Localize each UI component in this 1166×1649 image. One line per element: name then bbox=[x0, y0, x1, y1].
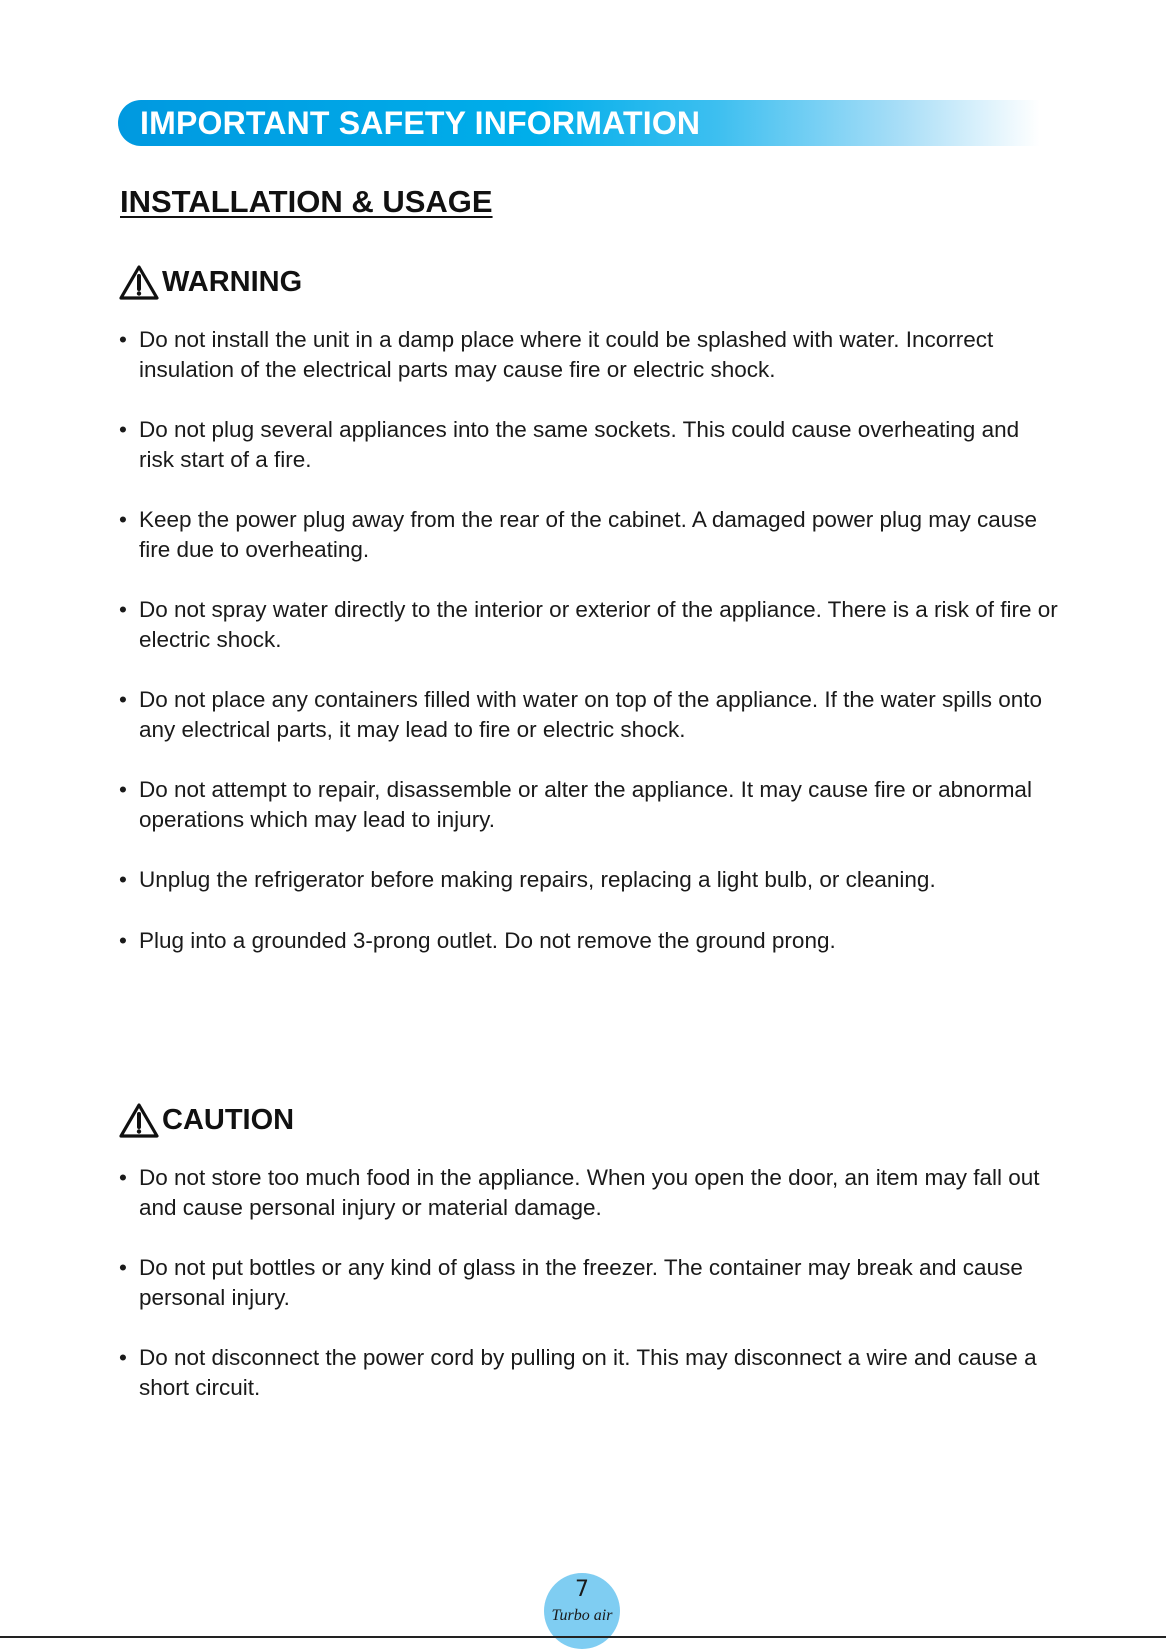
bullet-dot: • bbox=[119, 777, 127, 802]
bullet-dot: • bbox=[119, 417, 127, 442]
header-banner bbox=[118, 100, 1040, 146]
bullet-dot: • bbox=[119, 597, 127, 622]
bullet-dot: • bbox=[119, 927, 127, 953]
warning-item: • Do not place any containers filled with water on top of the appliance. If the water spills onto any electrical parts, it may lead to fire or electric shock. bbox=[119, 685, 1059, 744]
bullet-dot: • bbox=[119, 1165, 127, 1190]
bullet-dot: • bbox=[119, 687, 127, 712]
bullet-dot: • bbox=[119, 327, 127, 352]
bullet-dot: • bbox=[119, 1255, 127, 1280]
banner-title: IMPORTANT SAFETY INFORMATION bbox=[140, 105, 701, 141]
warning-item: • Do not attempt to repair, disassemble or alter the appliance. It may cause fire or abnormal operations which may lead to injury. bbox=[119, 775, 1059, 834]
warning-item: • Do not spray water directly to the interior or exterior of the appliance. There is a risk of fire or electric shock. bbox=[119, 595, 1059, 654]
bullet-dot: • bbox=[119, 867, 127, 892]
warning-item: • Plug into a grounded 3-prong outlet. Do not remove the ground prong. bbox=[119, 926, 1059, 956]
warning-item: • Keep the power plug away from the rear of the cabinet. A damaged power plug may cause fire due to overheating. bbox=[119, 505, 1059, 564]
bullet-dot: • bbox=[119, 1345, 127, 1370]
caution-heading bbox=[118, 1100, 294, 1140]
warning-heading bbox=[118, 262, 302, 302]
warning-list bbox=[119, 325, 1059, 986]
caution-list bbox=[119, 1163, 1059, 1433]
warning-item: • Unplug the refrigerator before making repairs, replacing a light bulb, or cleaning. bbox=[119, 865, 1059, 895]
section-title: INSTALLATION & USAGE bbox=[120, 184, 493, 219]
warning-triangle-icon bbox=[118, 264, 160, 301]
caution-item: • Do not store too much food in the appliance. When you open the door, an item may fall out and cause personal injury or material damage. bbox=[119, 1163, 1059, 1222]
caution-label: CAUTION bbox=[162, 1103, 295, 1136]
caution-item: • Do not disconnect the power cord by pulling on it. This may disconnect a wire and cause a short circuit. bbox=[119, 1343, 1059, 1402]
bullet-dot: • bbox=[119, 507, 127, 532]
warning-item: • Do not install the unit in a damp place where it could be splashed with water. Incorrect insulation of the electrical parts may cause fire or electric shock. bbox=[119, 325, 1059, 384]
caution-item: • Do not put bottles or any kind of glass in the freezer. The container may break and cause personal injury. bbox=[119, 1253, 1059, 1312]
bottom-rule bbox=[0, 1636, 1166, 1638]
warning-label: WARNING bbox=[162, 265, 303, 298]
page-number: 7 bbox=[575, 1577, 589, 1602]
warning-triangle-icon bbox=[118, 1102, 160, 1139]
brand-name: Turbo air bbox=[551, 1607, 613, 1624]
warning-item: • Do not plug several appliances into the same sockets. This could cause overheating and risk start of a fire. bbox=[119, 415, 1059, 474]
